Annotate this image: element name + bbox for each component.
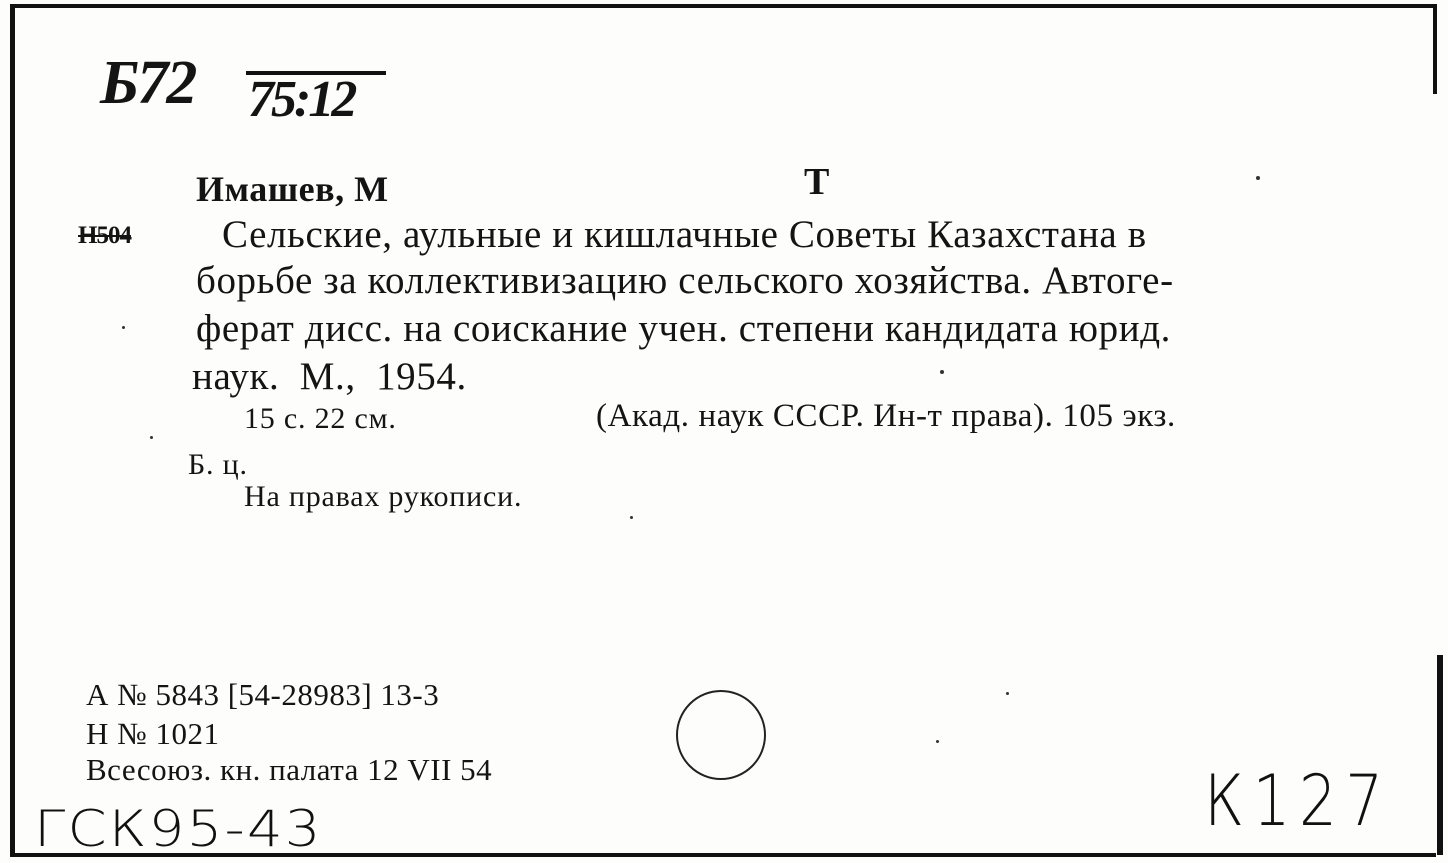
card-border-top xyxy=(10,4,1436,8)
card-border-right-bottom xyxy=(1437,655,1443,855)
speck xyxy=(1256,176,1260,180)
collation-pages: 15 с. 22 см. xyxy=(244,402,397,435)
speck xyxy=(150,436,153,439)
title-line-2: борьбе за коллективизацию сельского хозяйства. Автоге- xyxy=(196,259,1174,302)
punched-hole-outline xyxy=(676,690,766,780)
imprint-line-2: Н № 1021 xyxy=(86,716,220,751)
price-note: Б. ц. xyxy=(188,448,248,481)
speck xyxy=(122,326,125,329)
shelf-mark: Б72 xyxy=(100,49,196,117)
speck xyxy=(940,370,944,374)
card-border-left xyxy=(10,4,15,856)
shelf-mark-sup: 75:12 xyxy=(248,71,355,128)
imprint-line-1: А № 5843 [54-28983] 13-3 xyxy=(86,677,440,712)
title-line-4: наук. М., 1954. xyxy=(192,355,467,398)
card-border-right-top xyxy=(1433,4,1437,94)
handwritten-code-left: ГСК95-43 xyxy=(34,800,323,858)
author-heading: Имашев, М xyxy=(196,169,389,209)
old-signature: H504 xyxy=(78,222,131,249)
title-line-3: ферат дисс. на соискание учен. степени кандидата юрид. xyxy=(196,307,1172,350)
title-line-1: Сельские, аульные и кишлачные Советы Казахстана в xyxy=(222,213,1147,256)
handwritten-code-right: К127 xyxy=(1204,760,1392,842)
speck xyxy=(630,516,633,519)
collation-series: (Акад. наук СССР. Ин-т права). 105 экз. xyxy=(596,398,1176,434)
imprint-line-3: Всесоюз. кн. палата 12 VII 54 xyxy=(86,752,493,787)
speck xyxy=(1006,692,1009,695)
speck xyxy=(936,740,939,743)
author-mark: Т xyxy=(804,161,830,203)
rights-note: На правах рукописи. xyxy=(244,480,523,513)
